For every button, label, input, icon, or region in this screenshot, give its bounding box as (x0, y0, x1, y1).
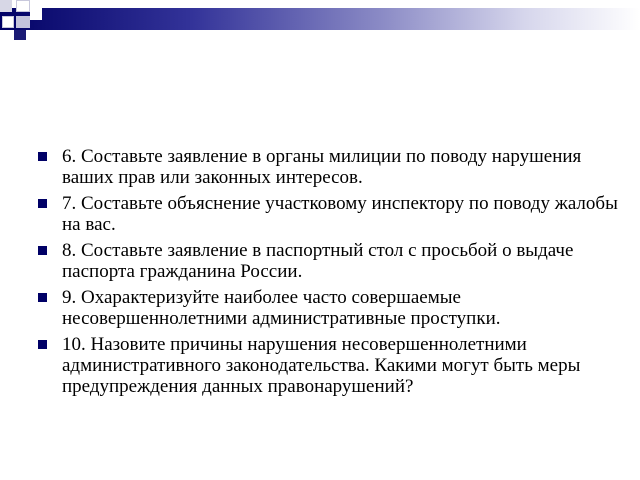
decorative-square (30, 6, 42, 20)
list-item (38, 240, 628, 282)
list-item-text: 10. Назовите причины нарушения несовершеннолетними административного законодательства. Какими могут быть меры предупреждения данных правонарушений? (62, 334, 581, 397)
square-bullet-icon (38, 199, 47, 208)
square-bullet-icon (38, 340, 47, 349)
list-item-text: 7. Составьте объяснение участковому инспектору по поводу жалобы на вас. (62, 193, 618, 235)
decorative-square (2, 16, 14, 28)
square-bullet-icon (38, 152, 47, 161)
decorative-square (14, 30, 26, 40)
list-item (38, 193, 628, 235)
list-item-text: 6. Составьте заявление в органы милиции по поводу нарушения ваших прав или законных интересов. (62, 146, 582, 188)
list-item-text: 9. Охарактеризуйте наиболее часто совершаемые несовершеннолетними административные проступки. (62, 287, 501, 329)
task-list (38, 146, 628, 397)
list-item (38, 287, 628, 329)
decorative-square (0, 0, 12, 12)
list-item (38, 334, 628, 397)
decorative-square (16, 0, 30, 12)
square-bullet-icon (38, 246, 47, 255)
decorative-square (16, 16, 30, 28)
slide-content (38, 146, 628, 402)
header-gradient-bar (0, 8, 640, 30)
square-bullet-icon (38, 293, 47, 302)
list-item (38, 146, 628, 188)
list-item-text: 8. Составьте заявление в паспортный стол с просьбой о выдаче паспорта гражданина России. (62, 240, 574, 282)
